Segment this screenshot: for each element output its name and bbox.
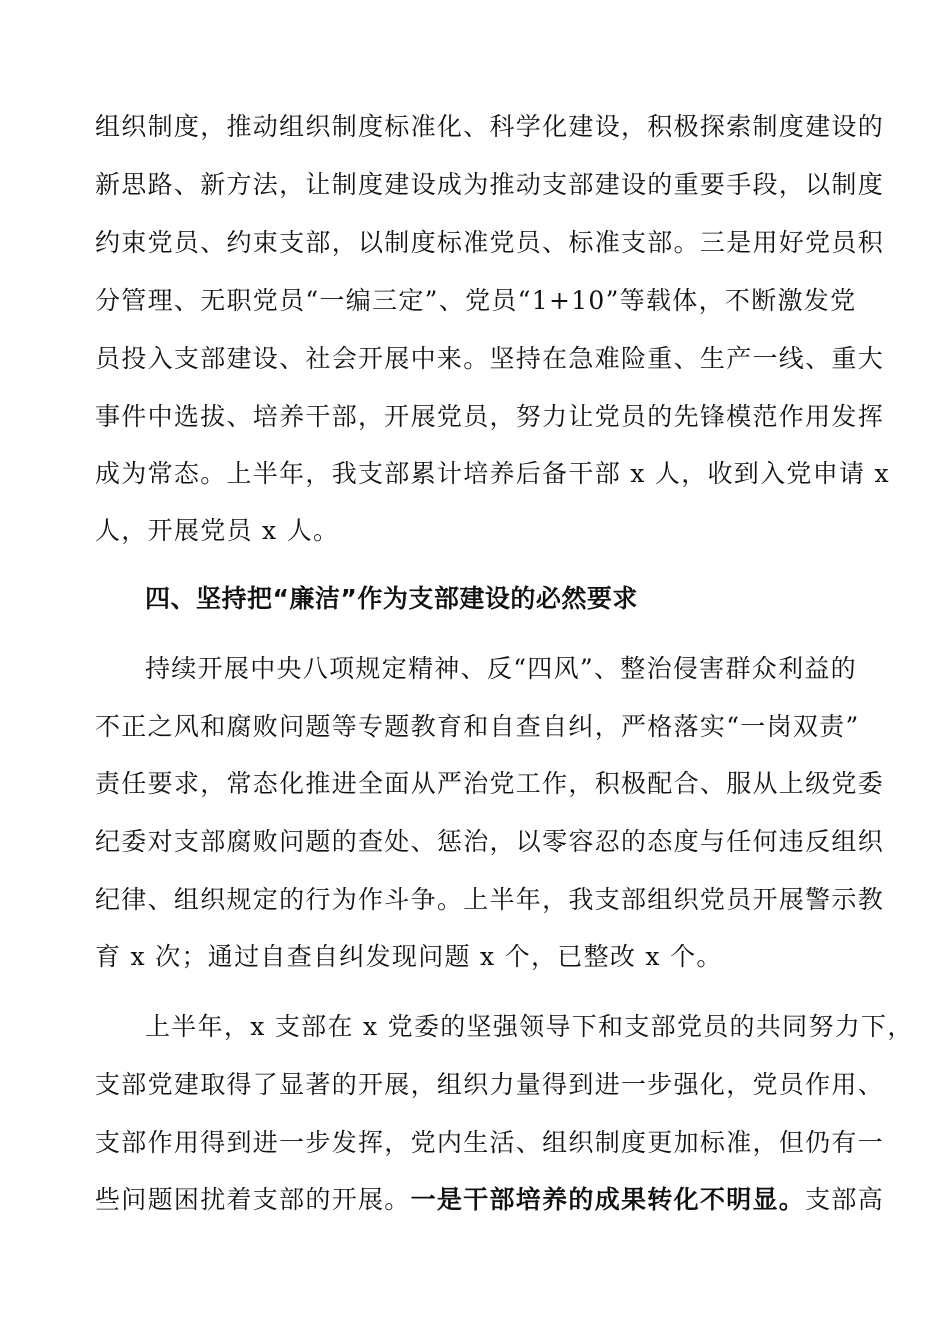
paragraph-line: 人，开展党员 x 人。 (95, 516, 340, 545)
paragraph-line: 员投入支部建设、社会开展中来。坚持在急难险重、生产一线、重大 (95, 344, 885, 373)
paragraph-line: 约束党员、约束支部，以制度标准党员、标准支部。三是用好党员积 (95, 228, 885, 257)
paragraph-line: 支部党建取得了显著的开展，组织力量得到进一步强化，党员作用、 (95, 1070, 885, 1099)
paragraph-line: 支部作用得到进一步发挥，党内生活、组织制度更加标准，但仍有一 (95, 1128, 885, 1157)
bold-text-run: 一是干部培养的成果转化不明显。 (410, 1185, 806, 1214)
paragraph-line: 责任要求，常态化推进全面从严治党工作，积极配合、服从上级党委 (95, 769, 885, 798)
section-heading: 四、坚持把“廉洁”作为支部建设的必然要求 (145, 584, 638, 613)
paragraph-line: 不正之风和腐败问题等专题教育和自查自纠，严格落实“一岗双责” (95, 712, 860, 741)
paragraph-line-mixed (95, 1183, 885, 1217)
paragraph-line: 纪委对支部腐败问题的查处、惩治，以零容忍的态度与任何违反组织 (95, 827, 885, 856)
paragraph-line: 新思路、新方法，让制度建设成为推动支部建设的重要手段，以制度 (95, 170, 885, 199)
paragraph-line: 纪律、组织规定的行为作斗争。上半年，我支部组织党员开展警示教 (95, 885, 885, 914)
paragraph-line: 分管理、无职党员“一编三定”、党员“1+10”等载体，不断激发党 (95, 286, 857, 315)
paragraph-line: 育 x 次；通过自查自纠发现问题 x 个，已整改 x 个。 (95, 942, 723, 971)
paragraph-line: 上半年，x 支部在 x 党委的坚强领导下和支部党员的共同努力下， (145, 1012, 914, 1041)
text-run: 些问题困扰着支部的开展。 (95, 1185, 411, 1214)
paragraph-line: 事件中选拔、培养干部，开展党员，努力让党员的先锋模范作用发挥 (95, 402, 885, 431)
paragraph-line: 成为常态。上半年，我支部累计培养后备干部 x 人，收到入党申请 x (95, 459, 890, 488)
paragraph-line: 组织制度，推动组织制度标准化、科学化建设，积极探索制度建设的 (95, 112, 885, 141)
paragraph-line: 持续开展中央八项规定精神、反“四风”、整治侵害群众利益的 (145, 654, 857, 683)
text-run: 支部高 (805, 1185, 885, 1214)
